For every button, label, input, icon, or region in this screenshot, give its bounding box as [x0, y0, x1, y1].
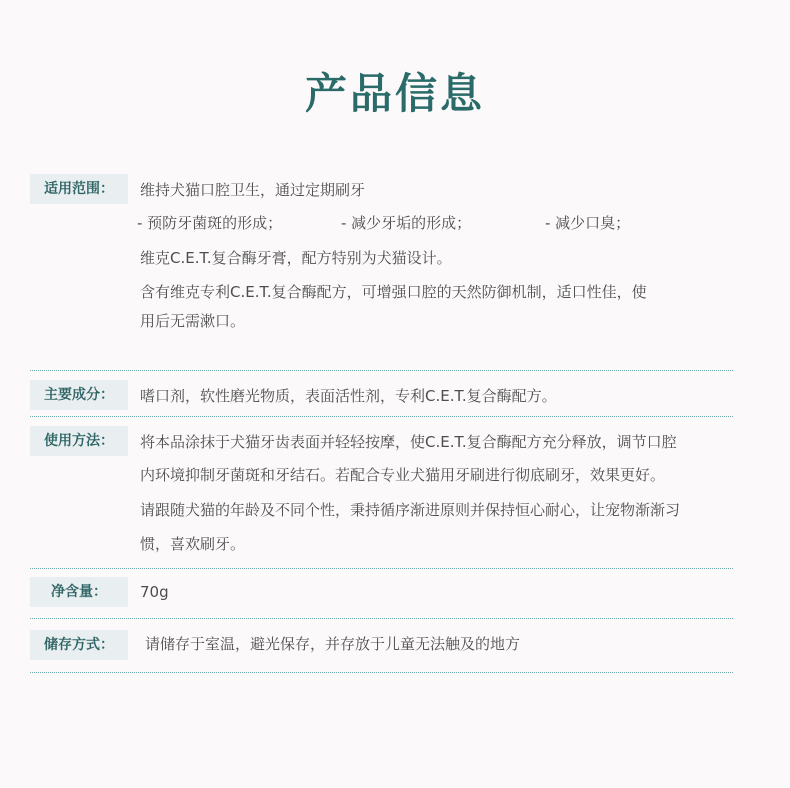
- directions-line-3: 请跟随犬猫的年龄及不同个性，秉持循序渐进原则并保持恒心耐心，让宠物渐渐习: [140, 501, 681, 519]
- usage-scope-label: 适用范围：: [30, 174, 128, 204]
- section-divider: [30, 568, 733, 569]
- ingredients-text: 嗜口剂，软性磨光物质，表面活性剂，专利C.E.T.复合酶配方。: [140, 387, 557, 405]
- usage-scope-bullet-1: - 预防牙菌斑的形成；: [137, 214, 283, 232]
- usage-scope-bullet-2: - 减少牙垢的形成；: [341, 214, 472, 232]
- storage-value: 请储存于室温，避光保存，并存放于儿童无法触及的地方: [145, 635, 521, 653]
- storage-label: 储存方式：: [30, 630, 128, 660]
- section-divider: [30, 416, 733, 417]
- directions-line-4: 惯，喜欢刷牙。: [140, 535, 246, 553]
- usage-scope-line-3: 维克C.E.T.复合酶牙膏，配方特别为犬猫设计。: [140, 249, 452, 267]
- directions-label: 使用方法：: [30, 426, 128, 456]
- directions-line-2: 内环境抑制牙菌斑和牙结石。若配合专业犬猫用牙刷进行彻底刷牙，效果更好。: [140, 466, 666, 484]
- net-content-value: 70g: [140, 583, 169, 601]
- usage-scope-line-5: 用后无需漱口。: [140, 312, 246, 330]
- ingredients-label: 主要成分：: [30, 380, 128, 410]
- page-title: 产品信息: [304, 69, 485, 118]
- net-content-label: 净含量：: [30, 577, 128, 607]
- section-divider: [30, 370, 733, 371]
- section-divider: [30, 618, 733, 619]
- section-divider: [30, 672, 733, 673]
- usage-scope-line-1: 维持犬猫口腔卫生，通过定期刷牙: [140, 181, 366, 199]
- usage-scope-line-4: 含有维克专利C.E.T.复合酶配方，可增强口腔的天然防御机制，适口性佳，使: [140, 283, 647, 301]
- directions-line-1: 将本品涂抹于犬猫牙齿表面并轻轻按摩，使C.E.T.复合酶配方充分释放，调节口腔: [140, 433, 677, 451]
- usage-scope-bullet-3: - 减少口臭；: [545, 214, 631, 232]
